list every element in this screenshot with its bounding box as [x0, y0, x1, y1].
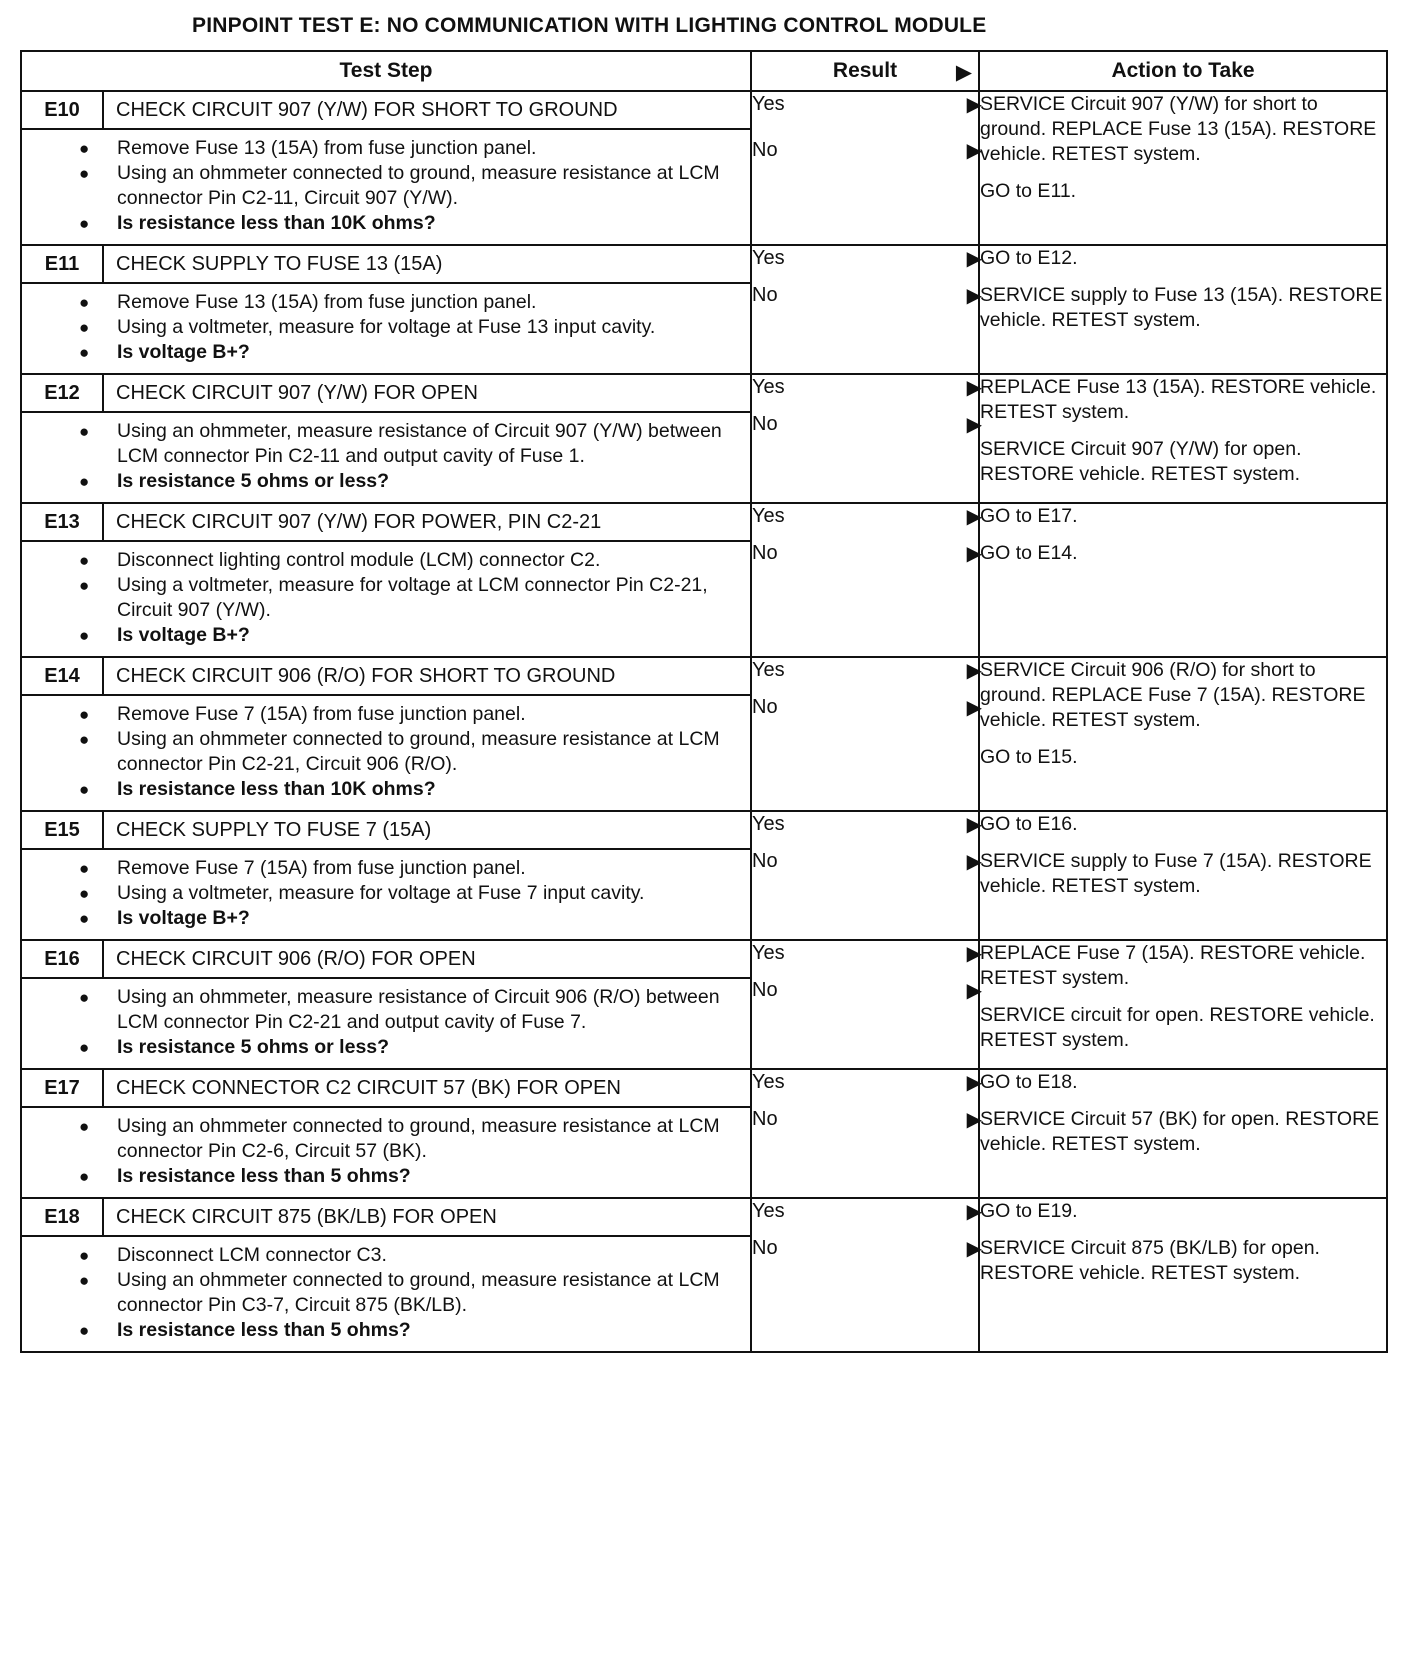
result-yes	[752, 812, 982, 837]
step-id: E16	[22, 941, 104, 977]
arrow-right-icon: ▶	[966, 506, 982, 528]
result-label: No	[752, 542, 778, 564]
instruction-item: ● Remove Fuse 13 (15A) from fuse junction panel.	[117, 136, 734, 161]
steps-body	[21, 91, 1387, 1352]
test-step-cell	[21, 1069, 751, 1198]
action-text: SERVICE Circuit 875 (BK/LB) for open. RESTORE vehicle. RETEST system.	[980, 1237, 1320, 1284]
action-text: SERVICE Circuit 907 (Y/W) for short to ground. REPLACE Fuse 13 (15A). RESTORE vehicle. RETEST system.	[980, 93, 1377, 165]
result-no	[752, 541, 982, 566]
instruction-item: ● Is resistance 5 ohms or less?	[117, 1035, 734, 1060]
step-title: CHECK CIRCUIT 907 (Y/W) FOR SHORT TO GROUND	[116, 98, 618, 121]
step-title: CHECK CIRCUIT 906 (R/O) FOR SHORT TO GROUND	[116, 664, 616, 687]
action-cell	[979, 91, 1387, 245]
step-header	[22, 92, 750, 130]
instruction-item: ● Using an ohmmeter connected to ground, measure resistance at LCM connector Pin C3-7, Circuit 875 (BK/LB).	[117, 1268, 734, 1318]
arrow-right-icon: ▶	[966, 943, 982, 965]
result-cell	[751, 940, 982, 1069]
result-yes	[752, 1070, 982, 1095]
instruction-item: ● Remove Fuse 7 (15A) from fuse junction panel.	[117, 856, 734, 881]
action-text: SERVICE supply to Fuse 13 (15A). RESTORE vehicle. RETEST system.	[980, 284, 1383, 331]
step-header	[22, 658, 750, 696]
result-cell	[751, 1069, 982, 1198]
instruction-item: ● Is resistance 5 ohms or less?	[117, 469, 734, 494]
result-label: No	[752, 1108, 778, 1130]
result-yes	[752, 941, 982, 966]
test-step-cell	[21, 91, 751, 245]
instruction-item: ● Using an ohmmeter connected to ground, measure resistance at LCM connector Pin C2-21, Circuit 906 (R/O).	[117, 727, 734, 777]
action-cell	[979, 940, 1387, 1069]
action-text: GO to E17.	[980, 505, 1078, 527]
action-text: SERVICE Circuit 57 (BK) for open. RESTORE vehicle. RETEST system.	[980, 1108, 1380, 1155]
table-row	[21, 1198, 1387, 1352]
step-id: E18	[22, 1199, 104, 1235]
step-id: E10	[22, 92, 104, 128]
result-label: Yes	[752, 659, 785, 681]
action-text: GO to E16.	[980, 813, 1078, 835]
result-no	[752, 978, 982, 1003]
result-label: No	[752, 850, 778, 872]
table-row	[21, 657, 1387, 811]
result-cell	[751, 245, 982, 374]
action-cell	[979, 1069, 1387, 1198]
table-row	[21, 1069, 1387, 1198]
action-cell	[979, 811, 1387, 940]
action-cell	[979, 245, 1387, 374]
result-label: Yes	[752, 942, 785, 964]
table-row	[21, 940, 1387, 1069]
table-row	[21, 503, 1387, 657]
test-step-cell	[21, 245, 751, 374]
step-header	[22, 941, 750, 979]
result-no	[752, 695, 982, 720]
result-yes	[752, 504, 982, 529]
instruction-item: ● Is resistance less than 5 ohms?	[117, 1164, 734, 1189]
result-cell	[751, 1198, 982, 1352]
arrow-right-icon: ▶	[966, 543, 982, 565]
arrow-right-icon: ▶	[966, 377, 982, 399]
step-id: E12	[22, 375, 104, 411]
test-step-cell	[21, 940, 751, 1069]
header-result-label: Result	[832, 59, 898, 82]
instruction-item: ● Remove Fuse 13 (15A) from fuse junction panel.	[117, 290, 734, 315]
header-action: Action to Take	[979, 51, 1387, 91]
action-text: GO to E12.	[980, 247, 1078, 269]
result-no	[752, 412, 982, 437]
instruction-item: ● Is resistance less than 5 ohms?	[117, 1318, 734, 1343]
result-cell	[751, 91, 982, 245]
step-title: CHECK CONNECTOR C2 CIRCUIT 57 (BK) FOR OPEN	[116, 1076, 621, 1099]
step-instructions	[22, 702, 750, 802]
instruction-item: ● Is resistance less than 10K ohms?	[117, 777, 734, 802]
arrow-right-icon: ▶	[966, 851, 982, 873]
page-title: PINPOINT TEST E: NO COMMUNICATION WITH LIGHTING CONTROL MODULE	[192, 14, 987, 37]
pinpoint-test-table	[20, 50, 1388, 1353]
result-no	[752, 1107, 982, 1132]
action-text: GO to E11.	[980, 180, 1077, 202]
arrow-right-icon: ▶	[966, 660, 982, 682]
step-instructions	[22, 419, 750, 494]
arrow-right-icon: ▶	[955, 61, 972, 84]
result-yes	[752, 1199, 982, 1224]
instruction-item: ● Using a voltmeter, measure for voltage at Fuse 7 input cavity.	[117, 881, 734, 906]
result-yes	[752, 658, 982, 683]
instruction-item: ● Is voltage B+?	[117, 623, 734, 648]
step-header	[22, 1199, 750, 1237]
result-label: No	[752, 284, 778, 306]
table-row	[21, 811, 1387, 940]
instruction-item: ● Using a voltmeter, measure for voltage at LCM connector Pin C2-21, Circuit 907 (Y/W).	[117, 573, 734, 623]
action-text: GO to E19.	[980, 1200, 1078, 1222]
instruction-item: ● Using an ohmmeter connected to ground, measure resistance at LCM connector Pin C2-6, Circuit 57 (BK).	[117, 1114, 734, 1164]
result-label: Yes	[752, 505, 785, 527]
action-text: REPLACE Fuse 7 (15A). RESTORE vehicle. RETEST system.	[980, 942, 1366, 989]
step-instructions	[22, 856, 750, 931]
action-text: SERVICE Circuit 907 (Y/W) for open. RESTORE vehicle. RETEST system.	[980, 438, 1302, 485]
instruction-item: ● Disconnect LCM connector C3.	[117, 1243, 734, 1268]
arrow-right-icon: ▶	[966, 980, 982, 1002]
result-label: No	[752, 413, 778, 435]
step-id: E17	[22, 1070, 104, 1106]
step-title: CHECK CIRCUIT 875 (BK/LB) FOR OPEN	[116, 1205, 497, 1228]
result-label: No	[752, 979, 778, 1001]
action-cell	[979, 657, 1387, 811]
result-label: Yes	[752, 1071, 785, 1093]
result-cell	[751, 657, 982, 811]
result-cell	[751, 374, 982, 503]
step-id: E14	[22, 658, 104, 694]
step-header	[22, 812, 750, 850]
instruction-item: ● Using a voltmeter, measure for voltage at Fuse 13 input cavity.	[117, 315, 734, 340]
step-id: E11	[22, 246, 104, 282]
arrow-right-icon: ▶	[966, 814, 982, 836]
step-instructions	[22, 136, 750, 236]
instruction-item: ● Remove Fuse 7 (15A) from fuse junction panel.	[117, 702, 734, 727]
step-instructions	[22, 1114, 750, 1189]
action-cell	[979, 503, 1387, 657]
arrow-right-icon: ▶	[966, 1109, 982, 1131]
action-text: SERVICE Circuit 906 (R/O) for short to ground. REPLACE Fuse 7 (15A). RESTORE vehicle. RETEST system.	[980, 659, 1366, 731]
result-label: Yes	[752, 813, 785, 835]
action-text: GO to E14.	[980, 542, 1078, 564]
action-text: SERVICE supply to Fuse 7 (15A). RESTORE vehicle. RETEST system.	[980, 850, 1372, 897]
test-step-cell	[21, 811, 751, 940]
instruction-item: ● Using an ohmmeter, measure resistance of Circuit 906 (R/O) between LCM connector Pin C2-21 and output cavity of Fuse 7.	[117, 985, 734, 1035]
action-text: GO to E18.	[980, 1071, 1078, 1093]
step-title: CHECK SUPPLY TO FUSE 7 (15A)	[116, 818, 432, 841]
test-step-cell	[21, 374, 751, 503]
test-step-cell	[21, 1198, 751, 1352]
arrow-right-icon: ▶	[966, 248, 982, 270]
arrow-right-icon: ▶	[966, 697, 982, 719]
arrow-right-icon: ▶	[966, 94, 982, 116]
result-no	[752, 283, 982, 308]
test-step-cell	[21, 657, 751, 811]
result-yes	[752, 375, 982, 400]
step-title: CHECK CIRCUIT 906 (R/O) FOR OPEN	[116, 947, 476, 970]
result-cell	[751, 503, 982, 657]
instruction-item: ● Using an ohmmeter, measure resistance of Circuit 907 (Y/W) between LCM connector Pin C2-11 and output cavity of Fuse 1.	[117, 419, 734, 469]
test-step-cell	[21, 503, 751, 657]
result-label: No	[752, 1237, 778, 1259]
instruction-item: ● Is voltage B+?	[117, 340, 734, 365]
action-text: GO to E15.	[980, 746, 1078, 768]
result-yes	[752, 92, 982, 117]
result-label: No	[752, 139, 778, 161]
result-no	[752, 1236, 982, 1261]
step-header	[22, 1070, 750, 1108]
step-instructions	[22, 1243, 750, 1343]
result-yes	[752, 246, 982, 271]
result-label: Yes	[752, 376, 785, 398]
arrow-right-icon: ▶	[966, 1201, 982, 1223]
instruction-item: ● Disconnect lighting control module (LCM) connector C2.	[117, 548, 734, 573]
step-title: CHECK CIRCUIT 907 (Y/W) FOR POWER, PIN C2-21	[116, 510, 602, 533]
result-cell	[751, 811, 982, 940]
instruction-item: ● Is voltage B+?	[117, 906, 734, 931]
action-cell	[979, 374, 1387, 503]
header-result	[751, 51, 979, 91]
result-label: Yes	[752, 93, 785, 115]
step-instructions	[22, 290, 750, 365]
table-row	[21, 91, 1387, 245]
header-test-step: Test Step	[21, 51, 751, 91]
action-text: REPLACE Fuse 13 (15A). RESTORE vehicle. RETEST system.	[980, 376, 1377, 423]
arrow-right-icon: ▶	[966, 285, 982, 307]
step-id: E15	[22, 812, 104, 848]
result-label: Yes	[752, 247, 785, 269]
table-row	[21, 374, 1387, 503]
step-header	[22, 375, 750, 413]
step-instructions	[22, 985, 750, 1060]
arrow-right-icon: ▶	[966, 414, 982, 436]
arrow-right-icon: ▶	[966, 1238, 982, 1260]
step-header	[22, 504, 750, 542]
arrow-right-icon: ▶	[966, 1072, 982, 1094]
instruction-item: ● Using an ohmmeter connected to ground, measure resistance at LCM connector Pin C2-11, Circuit 907 (Y/W).	[117, 161, 734, 211]
step-title: CHECK CIRCUIT 907 (Y/W) FOR OPEN	[116, 381, 478, 404]
step-id: E13	[22, 504, 104, 540]
instruction-item: ● Is resistance less than 10K ohms?	[117, 211, 734, 236]
step-instructions	[22, 548, 750, 648]
arrow-right-icon: ▶	[966, 140, 982, 162]
action-text: SERVICE circuit for open. RESTORE vehicle. RETEST system.	[980, 1004, 1375, 1051]
table-header-row	[21, 51, 1387, 91]
action-cell	[979, 1198, 1387, 1352]
step-title: CHECK SUPPLY TO FUSE 13 (15A)	[116, 252, 443, 275]
result-label: Yes	[752, 1200, 785, 1222]
result-no	[752, 138, 982, 163]
step-header	[22, 246, 750, 284]
result-no	[752, 849, 982, 874]
table-row	[21, 245, 1387, 374]
result-label: No	[752, 696, 778, 718]
